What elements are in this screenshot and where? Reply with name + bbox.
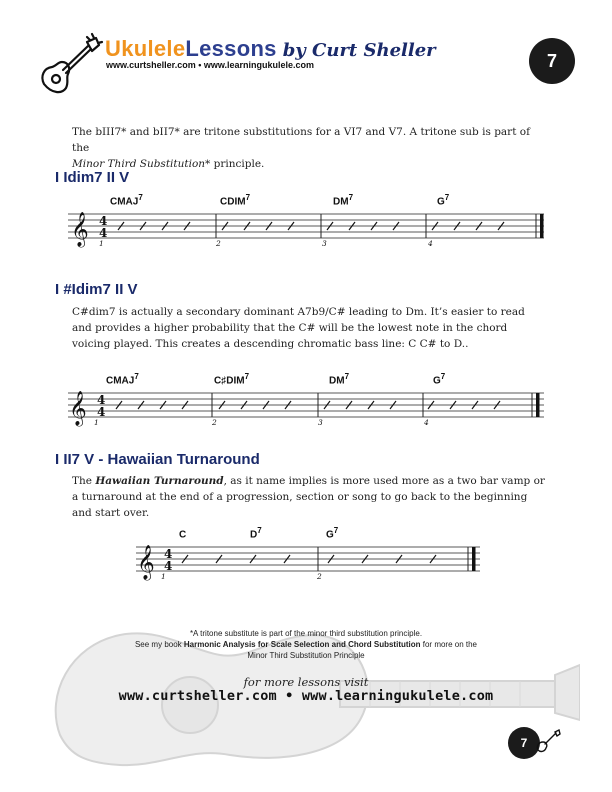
chord-symbol: C♯DIM$^7$	[214, 372, 250, 387]
section-title: I II7 V - Hawaiian Turnaround	[55, 451, 260, 468]
brand-title	[105, 36, 436, 62]
bar-number: 1	[99, 239, 104, 248]
chord-symbol: $DM^7$	[329, 372, 350, 387]
footer-page-number: 7	[508, 727, 540, 759]
bar-number: 2	[317, 572, 322, 581]
svg-text:4: 4	[164, 559, 173, 573]
svg-text:4: 4	[99, 214, 108, 228]
section-title: I Idim7 II V	[55, 169, 130, 186]
page-number-badge: 7	[529, 38, 575, 84]
more-lessons-label: for more lessons visit	[243, 675, 369, 689]
ukulele-logo-icon	[34, 32, 104, 102]
treble-clef-icon: 𝄞	[71, 212, 89, 247]
staff-lines	[66, 385, 546, 431]
section-paragraph: The Hawaiian Turnaround, as it name implies is more used more as a two bar vamp or a turnaround at the end of a progression, section or song to go back to the beginning and start over.	[72, 475, 545, 519]
bar-number: 1	[161, 572, 166, 581]
header-urls: www.curtsheller.com • www.learningukulele.com	[106, 60, 315, 70]
staff-lines	[66, 206, 546, 252]
bar-number: 2	[212, 418, 217, 427]
staff-2	[66, 369, 546, 431]
staff-1	[66, 190, 546, 252]
chord-symbol: CMAJ$^7$	[110, 193, 143, 208]
chord-symbol: $G^7$	[437, 193, 450, 208]
chord-symbol: $D^7$	[250, 526, 262, 541]
section-title: I #Idim7 II V	[55, 281, 138, 298]
chord-symbol: CMAJ$^7$	[106, 372, 139, 387]
treble-clef-icon: 𝄞	[137, 545, 155, 580]
bar-number: 1	[94, 418, 99, 427]
intro-paragraph: The bIII7* and bII7* are tritone substitutions for a VI7 and V7. A tritone sub is part of the Minor Third Substitution* principle.	[72, 126, 530, 170]
bar-number: 3	[322, 239, 327, 248]
bar-number: 3	[318, 418, 323, 427]
chord-symbol: C	[179, 529, 187, 541]
chord-symbol: $G^7$	[326, 526, 339, 541]
svg-text:4: 4	[97, 393, 106, 407]
svg-text:4: 4	[97, 405, 106, 419]
treble-clef-icon: 𝄞	[69, 391, 87, 426]
bar-number: 2	[216, 239, 221, 248]
staff-lines	[134, 539, 484, 585]
bar-number: 4	[424, 418, 429, 427]
brand-ukulele: Ukulele	[105, 36, 186, 61]
svg-text:4: 4	[164, 547, 173, 561]
svg-text:4: 4	[99, 226, 108, 240]
chord-symbol: $DM^7$	[333, 193, 354, 208]
brand-lessons: Lessons	[185, 36, 277, 61]
brand-author: by Curt Sheller	[282, 40, 436, 61]
chord-symbol: CDIM$^7$	[220, 193, 251, 208]
bar-number: 4	[428, 239, 433, 248]
footer-urls[interactable]: www.curtsheller.com • www.learningukulele.com	[118, 688, 494, 704]
footnote: *A tritone substitute is part of the minor third substitution principle. See my book Harmonic Analysis for Scale Selection and Chord Substitution for more on the Minor Third Substitution Principle	[134, 629, 478, 660]
staff-3	[134, 523, 484, 585]
chord-symbol: $G^7$	[433, 372, 446, 387]
ukulele-small-icon	[534, 728, 562, 756]
section-paragraph: C#dim7 is actually a secondary dominant A7b9/C# leading to Dm. It’s easier to read and provides a higher probability that the C# will be the lowest note in the chord voicing played. This creates a descending chromatic bass line: C C# to D..	[72, 306, 525, 350]
